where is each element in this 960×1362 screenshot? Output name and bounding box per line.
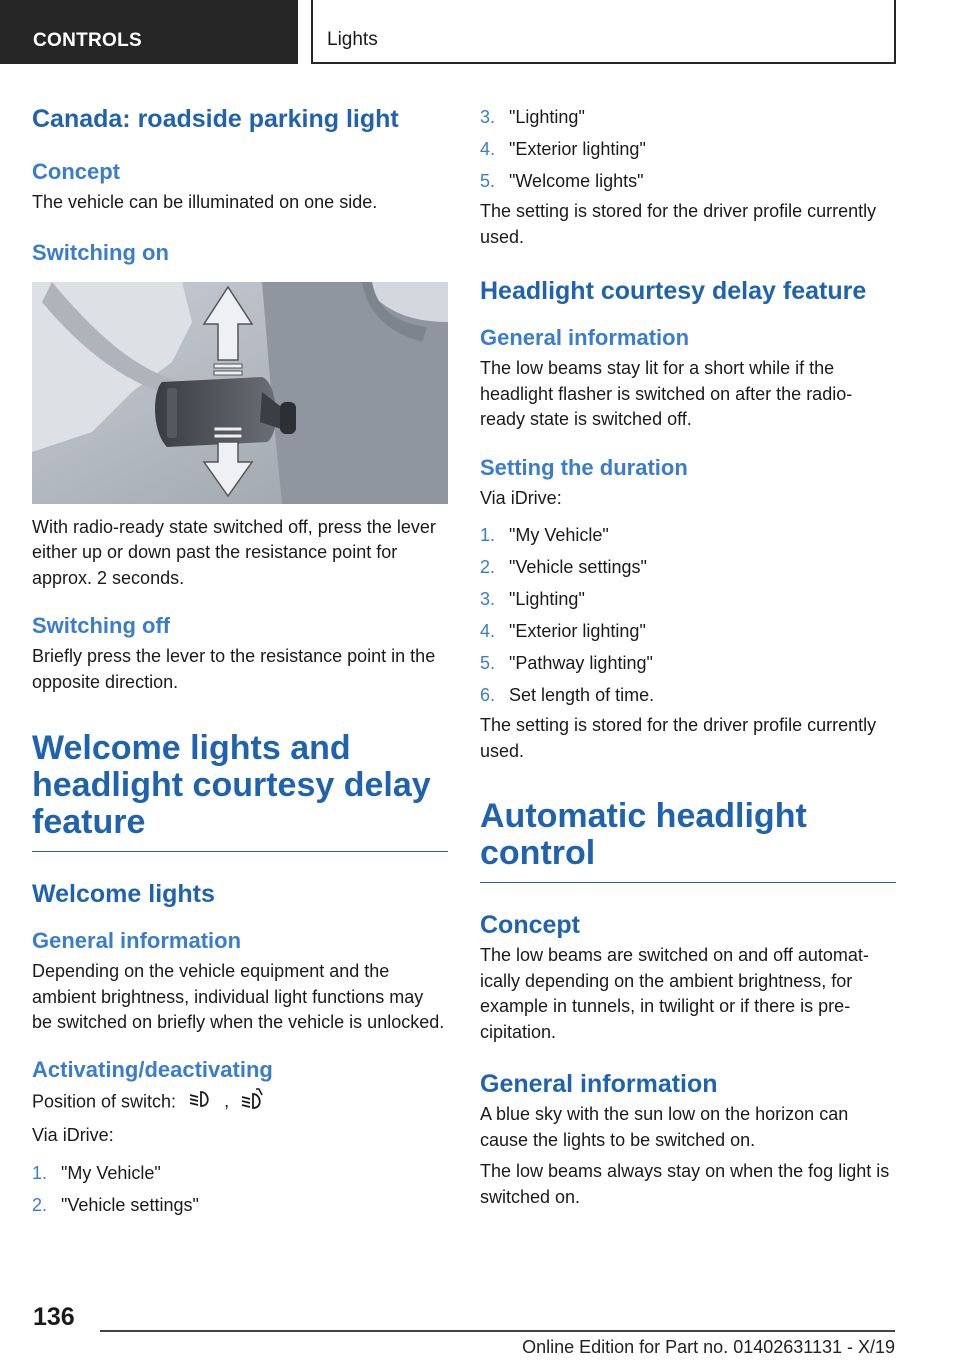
list-item: 4. "Exterior lighting"	[480, 621, 646, 641]
list-item: 2. "Vehicle settings"	[480, 557, 647, 577]
chapter-title: Lights	[327, 29, 378, 50]
switching-off-text: Briefly press the lever to the resistance point in the opposite direction.	[32, 646, 436, 692]
general-information-text: The low beams stay lit for a short while if the headlight flasher is switched on after the radio-ready state is switched off.	[480, 358, 853, 429]
lever-illustration-svg	[32, 282, 448, 504]
concept-text: The low beams are switched on and off automatically depending on the ambient brightness, for example in tunnels, in twilight or if there is precipitation.	[480, 945, 869, 1042]
headlight-courtesy-delay-heading: Headlight courtesy delay feature	[480, 277, 867, 305]
chapter-header-box	[311, 0, 896, 64]
automatic-headlight-control-heading: Automatic headlight control	[480, 798, 896, 883]
concept-text: The vehicle can be illuminated on one side.	[32, 192, 378, 212]
switching-off-heading: Switching off	[32, 613, 171, 638]
section-tab: CONTROLS	[0, 0, 298, 64]
general-information-heading: General information	[480, 325, 690, 350]
list-item: 4. "Exterior lighting"	[480, 139, 646, 159]
automatic-headlight-switch-icon	[240, 1088, 266, 1118]
list-item: 3. "Lighting"	[480, 107, 585, 127]
concept-heading: Concept	[480, 911, 580, 939]
duration-steps	[480, 519, 896, 711]
switch-position-label: Position of switch:	[32, 1091, 177, 1111]
welcome-lights-steps	[32, 1157, 448, 1221]
welcome-lights-heading: Welcome lights	[32, 880, 215, 908]
low-beam-switch-icon	[189, 1089, 213, 1117]
edition-info: Online Edition for Part no. 01402631131 - X/19	[522, 1337, 895, 1357]
general-information-heading: General information	[32, 928, 242, 953]
list-item: 1. "My Vehicle"	[480, 525, 609, 545]
switching-on-text: With radio-ready state switched off, press the lever either up or down past the resistance point for approx. 2 seconds.	[32, 516, 436, 588]
list-item: 5. "Welcome lights"	[480, 171, 644, 191]
via-idrive-label: Via iDrive:	[32, 1125, 114, 1145]
general-information-text: A blue sky with the sun low on the horizon can cause the lights to be switched on.	[480, 1104, 849, 1150]
via-idrive-label: Via iDrive:	[480, 487, 562, 508]
setting-stored-text: The setting is stored for the driver profile currently used.	[480, 201, 877, 247]
list-item: 6. Set length of time.	[480, 685, 655, 705]
fog-light-text: The low beams always stay on when the fog light is switched on.	[480, 1161, 890, 1207]
page-header	[0, 0, 960, 66]
right-column	[480, 100, 896, 1210]
concept-heading: Concept	[32, 159, 120, 184]
welcome-lights-steps-continued	[480, 101, 896, 197]
welcome-lights-main-heading: Welcome lights and headlight courtesy delay feature	[32, 730, 448, 852]
activating-deactivating-heading: Activating/deactivating	[32, 1056, 273, 1082]
list-item: 5. "Pathway lighting"	[480, 653, 653, 673]
list-item: 3. "Lighting"	[480, 589, 585, 609]
footer-divider	[100, 1330, 895, 1332]
turn-signal-lever-illustration	[32, 282, 448, 504]
setting-duration-heading: Setting the duration	[480, 454, 688, 480]
list-item: 2. "Vehicle settings"	[32, 1194, 199, 1215]
page-number: 136	[33, 1303, 75, 1331]
general-information-text: Depending on the vehicle equipment and the ambient brightness, individual light functions may be switched on briefly when the vehicle is unlocked.	[32, 961, 445, 1032]
setting-stored-text: The setting is stored for the driver profile currently used.	[480, 715, 877, 761]
list-item: 1. "My Vehicle"	[32, 1162, 161, 1183]
switching-on-heading: Switching on	[32, 239, 169, 265]
left-column	[32, 100, 448, 1221]
switch-position-line	[32, 1088, 448, 1118]
canada-parking-light-heading: Canada: roadside parking light	[32, 105, 399, 133]
switch-position-separator: ,	[224, 1091, 230, 1111]
general-information-heading: General information	[480, 1070, 718, 1098]
